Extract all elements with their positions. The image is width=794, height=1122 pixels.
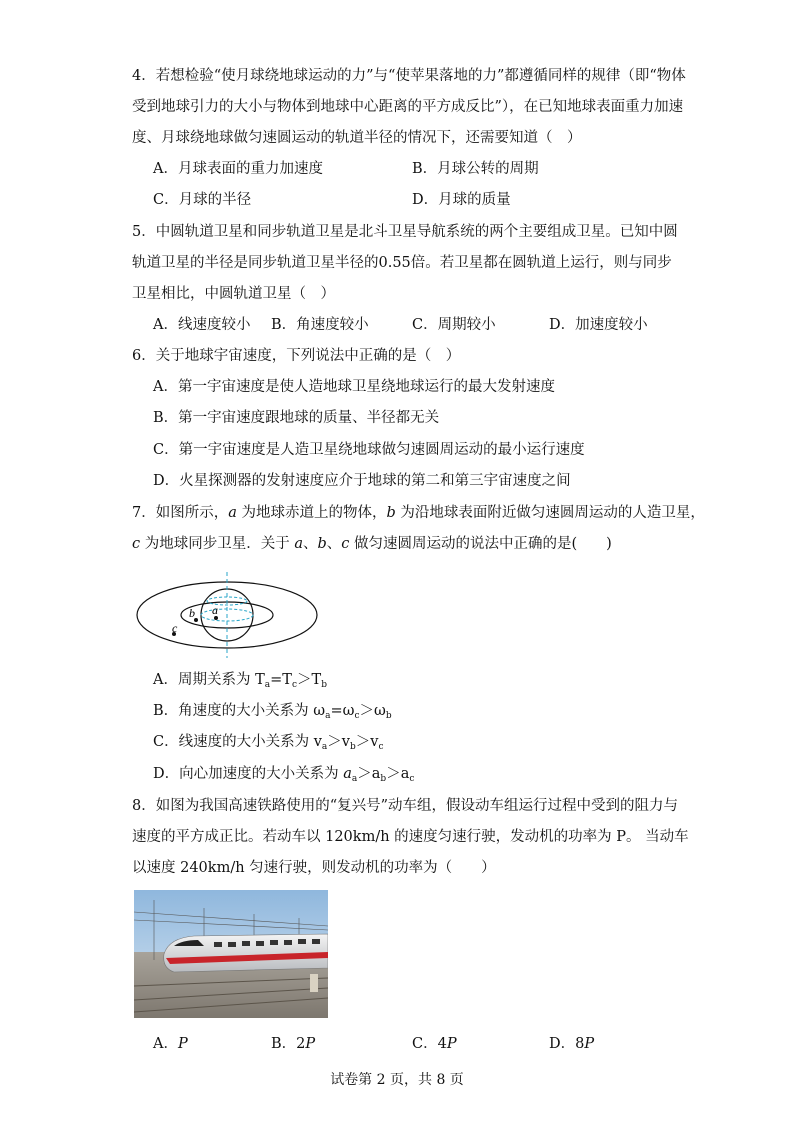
q7-stem-line-2: c 为地球同步卫星．关于 a、b、c 做匀速圆周运动的说法中正确的是( ) — [132, 536, 612, 552]
q7-option-b: B．角速度的大小关系为 $\omega_a=\omega_c>\omega_b$ — [153, 703, 392, 721]
q7-stem-line-1: 7．如图所示，a 为地球赤道上的物体，b 为沿地球表面附近做匀速圆周运动的人造卫星， — [132, 505, 705, 521]
q7-option-d: D．向心加速度的大小关系为 $a_a>a_b>a_c$ — [153, 766, 415, 784]
q8-option-c: C．4P — [412, 1036, 457, 1052]
q8-stem-line-1: 8．如图为我国高速铁路使用的“复兴号”动车组，假设动车组运行过程中受到的阻力与 — [132, 798, 679, 814]
q8-option-b: B．2P — [271, 1036, 316, 1052]
q6-option-d: D．火星探测器的发射速度应介于地球的第二和第三宇宙速度之间 — [153, 473, 571, 489]
q5-option-d: D．加速度较小 — [549, 317, 648, 333]
q5-option-b: B．角速度较小 — [271, 317, 369, 333]
q4-option-d: D．月球的质量 — [412, 192, 511, 208]
q8-stem-line-2: 速度的平方成正比。若动车以 120km/h 的速度匀速行驶，发动机的功率为 P。 当动车 — [132, 829, 689, 845]
q7-option-a: A．周期关系为 $T_a=T_c>T_b$ — [153, 672, 327, 690]
q4-stem-line-2: 受到地球引力的大小与物体到地球中心距离的平方成反比”），在已知地球表面重力加速 — [132, 99, 684, 115]
q4-stem-line-3: 度、月球绕地球做匀速圆运动的轨道半径的情况下，还需要知道（ ） — [132, 130, 582, 146]
orbit-diagram — [132, 570, 322, 660]
fuxing-train-photo — [134, 890, 328, 1018]
label-c: c — [172, 621, 178, 635]
q5-stem-line-3: 卫星相比，中圆轨道卫星（ ） — [132, 286, 335, 302]
q7-option-c: C．线速度的大小关系为 $v_a>v_b>v_c$ — [153, 734, 384, 752]
q5-stem-line-2: 轨道卫星的半径是同步轨道卫星半径的0.55倍。若卫星都在圆轨道上运行，则与同步 — [132, 255, 672, 271]
q8-option-a: A．P — [153, 1036, 188, 1052]
q4-option-b: B．月球公转的周期 — [412, 161, 539, 177]
q6-stem: 6．关于地球宇宙速度，下列说法中正确的是（ ） — [132, 348, 461, 364]
q5-stem-line-1: 5．中圆轨道卫星和同步轨道卫星是北斗卫星导航系统的两个主要组成卫星。已知中圆 — [132, 224, 678, 240]
q4-option-c: C．月球的半径 — [153, 192, 252, 208]
q5-option-c: C．周期较小 — [412, 317, 496, 333]
q8-option-d: D．8P — [549, 1036, 595, 1052]
q5-option-a: A．线速度较小 — [153, 317, 251, 333]
q4-option-a: A．月球表面的重力加速度 — [153, 161, 323, 177]
q4-stem-line-1: 4．若想检验“使月球绕地球运动的力”与“使苹果落地的力”都遵循同样的规律（即“物体 — [132, 68, 686, 84]
q6-option-b: B．第一宇宙速度跟地球的质量、半径都无关 — [153, 410, 440, 426]
page-footer: 试卷第 2 页，共 8 页 — [330, 1072, 464, 1088]
label-b: b — [189, 606, 195, 620]
label-a: a — [212, 603, 218, 617]
q6-option-c: C．第一宇宙速度是人造卫星绕地球做匀速圆周运动的最小运行速度 — [153, 442, 585, 458]
q8-stem-line-3: 以速度 240km/h 匀速行驶，则发动机的功率为（ ） — [132, 860, 496, 876]
q6-option-a: A．第一宇宙速度是使人造地球卫星绕地球运行的最大发射速度 — [153, 379, 555, 395]
